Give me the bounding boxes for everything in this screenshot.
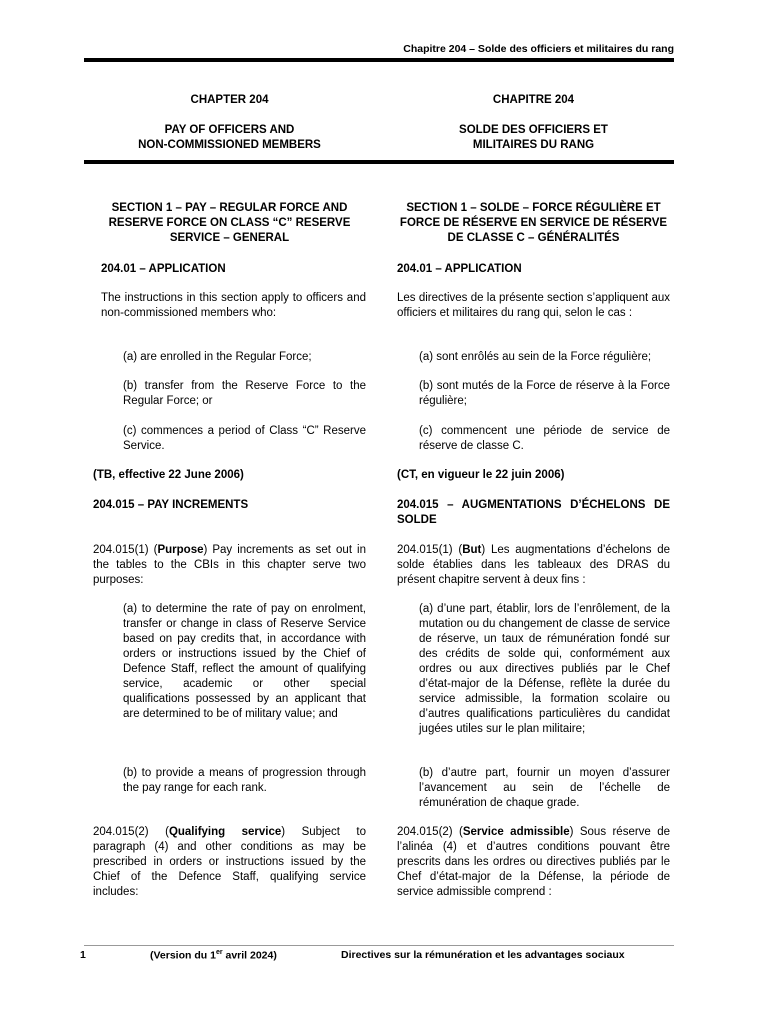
para-qualifying-term-en: Qualifying service xyxy=(168,826,282,838)
purpose-item-a-en: (a) to determine the rate of pay on enrolment, transfer or change in class of Reserve Service based on pay credits that, in accordance with orders or instructions issued by the Chief of Defence Staff, reflect the amount of qualifying service, academic or other special qualifications possessed by an applicant that are determined to be of military value; and xyxy=(123,603,366,720)
footer-rule xyxy=(84,945,674,946)
para-purpose-text-en: ) Pay increments as set out in the tables to the CBIs in this chapter serve two purposes: xyxy=(93,544,366,586)
para-qualifying-fr xyxy=(397,825,670,900)
purpose-item-b-fr: (b) d’autre part, fournir un moyen d’assurer l’avancement au sein de l’échelle de rémunération de chaque grade. xyxy=(419,767,670,809)
para-purpose-prefix-fr: 204.015(1) ( xyxy=(397,544,463,556)
para-purpose-en xyxy=(93,543,366,588)
publication-title: Directives sur la rémunération et les advantages sociaux xyxy=(341,949,625,961)
para-purpose-prefix-en: 204.015(1) ( xyxy=(93,544,158,556)
para-qualifying-text-en: ) Subject to paragraph (4) and other conditions as may be prescribed in orders or instructions issued by the Chief of the Defence Staff, qualifying service includes: xyxy=(93,826,366,898)
version-suffix: avril 2024) xyxy=(222,949,277,962)
effective-date-en: (TB, effective 22 June 2006) xyxy=(93,469,244,481)
item-a-en: (a) are enrolled in the Regular Force; xyxy=(123,351,312,363)
para-qualifying-text-fr: ) Sous réserve de l’alinéa (4) et d’autres conditions pouvant être prescrits dans les ordres ou directives publiés par le Chef d’état-major de la Défense, la période de service admissible comprend : xyxy=(397,826,670,898)
para-qualifying-term-fr: Service admissible xyxy=(462,826,570,838)
page-number: 1 xyxy=(80,949,86,961)
chapter-heading-en: CHAPTER 204 xyxy=(190,94,269,106)
item-c-en: (c) commences a period of Class “C” Reserve Service. xyxy=(123,425,366,452)
version-prefix: (Version du 1 xyxy=(150,949,216,962)
title-rule xyxy=(84,160,674,164)
para-purpose-fr xyxy=(397,543,670,588)
item-b-en: (b) transfer from the Reserve Force to the Regular Force; or xyxy=(123,380,366,407)
purpose-item-a-fr: (a) d’une part, établir, lors de l’enrôlement, de la mutation ou du changement de classe de service de réserve, un taux de rémunération fondé sur des crédits de solde qui, conformément aux ordres ou aux directives publiés par le Chef d’état-major de la Défense, reflète la durée du service admissible, la formation scolaire ou d’autres qualifications particulières du candidat jugées utiles sur le plan militaire; xyxy=(419,603,670,735)
heading-increments-en: 204.015 – PAY INCREMENTS xyxy=(93,499,249,511)
para-qualifying-prefix-fr: 204.015(2) ( xyxy=(397,826,463,838)
effective-date-fr: (CT, en vigueur le 22 juin 2006) xyxy=(397,469,565,481)
para-qualifying-prefix-en: 204.015(2) ( xyxy=(93,826,169,838)
heading-application-en: 204.01 – APPLICATION xyxy=(101,263,226,275)
chapter-title-line2-fr: MILITAIRES DU RANG xyxy=(472,139,595,151)
section-title-en: SECTION 1 – PAY – REGULAR FORCE AND RESERVE FORCE ON CLASS “C” RESERVE SERVICE – GENERAL xyxy=(108,202,351,244)
item-b-fr: (b) sont mutés de la Force de réserve à la Force régulière; xyxy=(419,380,670,407)
chapter-title-line1-en: PAY OF OFFICERS AND xyxy=(164,124,295,136)
chapter-title-en xyxy=(93,123,366,153)
intro-fr: Les directives de la présente section s’appliquent aux officiers et militaires du rang qui, selon le cas : xyxy=(397,292,670,319)
para-purpose-term-en: Purpose xyxy=(157,544,204,556)
chapter-heading-fr: CHAPITRE 204 xyxy=(492,94,575,106)
version-superscript: er xyxy=(215,949,223,956)
item-a-fr: (a) sont enrôlés au sein de la Force régulière; xyxy=(419,351,652,363)
item-c-fr: (c) commencent une période de service de réserve de classe C. xyxy=(419,425,670,452)
chapter-title-line1-fr: SOLDE DES OFFICIERS ET xyxy=(459,124,608,136)
purpose-item-b-en: (b) to provide a means of progression through the pay range for each rank. xyxy=(123,767,366,794)
intro-en: The instructions in this section apply to officers and non-commissioned members who: xyxy=(101,292,366,319)
para-purpose-text-fr: ) Les augmentations d’échelons de solde établies dans les tableaux des DRAS du présent chapitre servent à deux fins : xyxy=(397,544,670,586)
section-title-fr: SECTION 1 – SOLDE – FORCE RÉGULIÈRE ET FORCE DE RÉSERVE EN SERVICE DE RÉSERVE DE CLASSE C – GÉNÉRALITÉS xyxy=(399,202,668,244)
heading-increments-fr: 204.015 – AUGMENTATIONS D’ÉCHELONS DE SOLDE xyxy=(397,499,670,526)
heading-application-fr: 204.01 – APPLICATION xyxy=(397,263,522,275)
para-purpose-term-fr: But xyxy=(462,544,482,556)
para-qualifying-en xyxy=(93,825,366,900)
header-rule-thick xyxy=(84,59,674,62)
chapter-title-fr xyxy=(397,123,670,153)
running-header: Chapitre 204 – Solde des officiers et militaires du rang xyxy=(403,43,674,55)
version-date xyxy=(150,949,277,962)
chapter-title-line2-en: NON-COMMISSIONED MEMBERS xyxy=(138,139,321,151)
